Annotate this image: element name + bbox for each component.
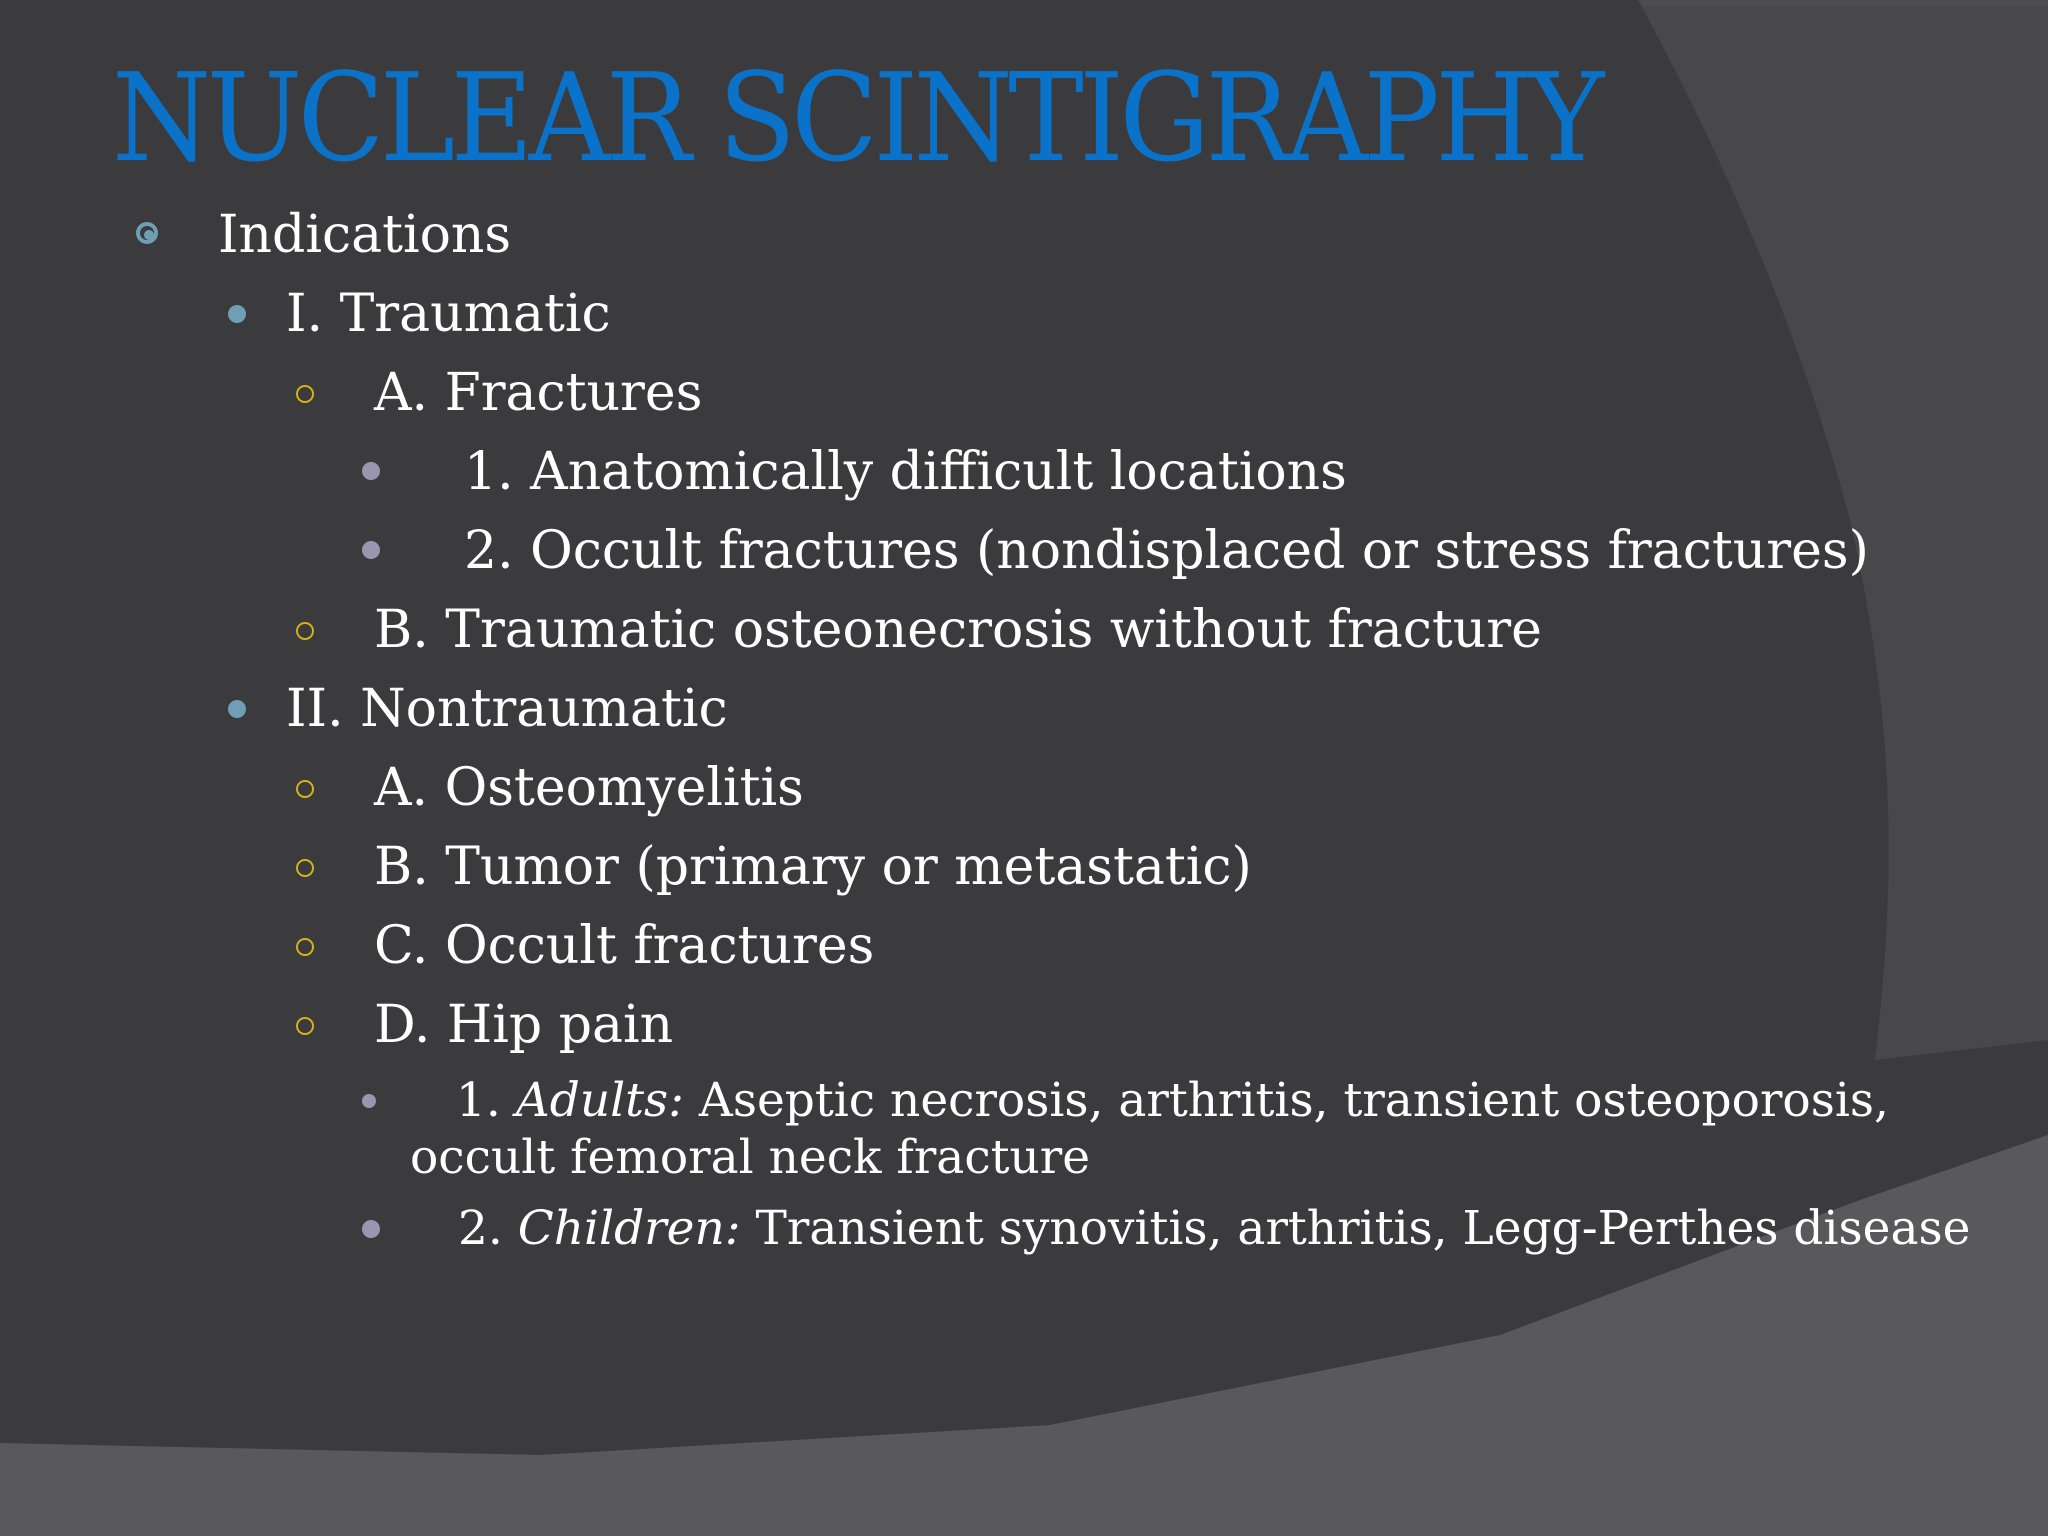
outline-text: B. Tumor (primary or metastatic) xyxy=(374,837,1252,897)
outline-text: D. Hip pain xyxy=(374,995,674,1055)
outline-italic-label: Children: xyxy=(517,1201,741,1256)
dot-icon xyxy=(228,700,246,718)
outline-text: 2. Occult fractures (nondisplaced or stress fractures) xyxy=(464,521,1869,581)
outline-prefix: 1. xyxy=(456,1073,516,1128)
ring-icon xyxy=(296,385,314,403)
ring-icon xyxy=(296,1017,314,1035)
outline-text-line2: occult femoral neck fracture xyxy=(410,1130,1091,1185)
dot-icon xyxy=(362,1094,376,1108)
dot-icon xyxy=(228,305,246,323)
outline-text: 1. Anatomically difficult locations xyxy=(464,442,1347,502)
outline-text: A. Osteomyelitis xyxy=(374,758,804,818)
outline-text: C. Occult fractures xyxy=(374,916,875,976)
ring-icon xyxy=(296,938,314,956)
ring-icon xyxy=(296,622,314,640)
outline-text: Indications xyxy=(218,205,512,265)
outline-rest: Transient synovitis, arthritis, Legg-Perthes disease xyxy=(740,1201,1971,1256)
target-icon xyxy=(136,222,158,244)
ring-icon xyxy=(296,780,314,798)
outline-text: I. Traumatic xyxy=(286,284,611,344)
outline-prefix: 2. xyxy=(458,1201,518,1256)
ring-icon xyxy=(296,859,314,877)
dot-icon xyxy=(362,462,380,480)
outline-text xyxy=(458,1200,1970,1257)
outline-text: II. Nontraumatic xyxy=(286,679,728,739)
outline-text: A. Fractures xyxy=(374,363,703,423)
outline-rest: Aseptic necrosis, arthritis, transient osteoporosis, xyxy=(683,1073,1889,1128)
dot-icon xyxy=(362,1220,380,1238)
outline-italic-label: Adults: xyxy=(515,1073,684,1128)
dot-icon xyxy=(362,541,380,559)
outline-text: B. Traumatic osteonecrosis without fracture xyxy=(374,600,1542,660)
slide-title: NUCLEAR SCINTIGRAPHY xyxy=(112,47,1600,189)
outline-text-line1 xyxy=(456,1072,1889,1129)
